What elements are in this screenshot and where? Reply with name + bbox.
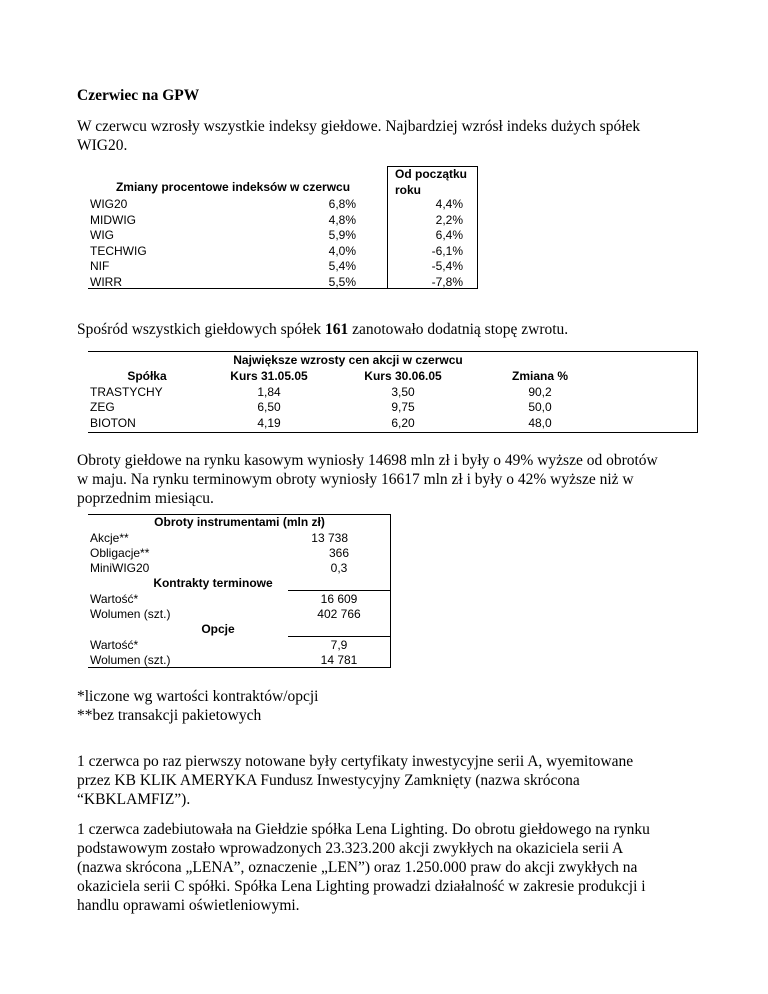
june-change: 4,0%	[328, 243, 356, 258]
gainer-price-end: 6,20	[391, 415, 415, 430]
turnover-table-title: Obroty instrumentami (mln zł)	[154, 515, 325, 529]
index-table-row: WIRR	[90, 274, 122, 289]
turnover-value: 366	[328, 546, 350, 560]
index-table-header-left: Zmiany procentowe indeksów w czerwcu	[115, 180, 351, 194]
page-title: Czerwiec na GPW	[77, 87, 200, 104]
gainer-price-end: 3,50	[391, 384, 415, 399]
june-change: 5,4%	[328, 259, 356, 273]
turnover-paragraph: Obroty giełdowe na rynku kasowym wyniosły 14698 mln zł i były o 49% wyższe od obrotów w maju. Na rynku terminowym obroty wyniosły 16617 mln zł i były o 42% wyższe niż w poprzednim miesiącu.	[77, 452, 658, 507]
gainer-price-start: 1,84	[257, 384, 281, 399]
section-options: Opcje	[201, 622, 235, 636]
turnover-label: Akcje**	[90, 531, 129, 545]
ytd-change: -7,8%	[431, 274, 463, 289]
ytd-change: 2,2%	[435, 212, 463, 227]
col-header-change: Zmiana %	[511, 369, 568, 383]
ytd-change: 6,4%	[435, 228, 463, 242]
turnover-value: 13 738	[311, 531, 348, 545]
footnotes	[77, 687, 318, 725]
gainer-change: 90,2	[528, 384, 552, 399]
positive-count: 161	[324, 321, 349, 338]
intro-line: WIG20.	[77, 137, 128, 154]
section-futures: Kontrakty terminowe	[153, 576, 273, 590]
gainer-company: ZEG	[90, 400, 115, 414]
turnover-label: MiniWIG20	[90, 561, 150, 575]
gainer-change: 48,0	[528, 415, 552, 430]
turnover-label: Wolumen (szt.)	[90, 607, 171, 621]
gainer-company: BIOTON	[90, 415, 136, 430]
gainers-table	[88, 351, 698, 433]
turnover-label: Wartość*	[90, 638, 139, 652]
index-table-row: MIDWIG	[90, 212, 136, 227]
intro-paragraph	[77, 117, 640, 155]
col-header-price-end: Kurs 30.06.05	[364, 369, 442, 383]
turnover-value: 402 766	[317, 607, 361, 621]
gainer-price-start: 4,19	[257, 415, 281, 430]
turnover-value: 16 609	[320, 592, 358, 606]
june-change: 6,8%	[328, 197, 356, 211]
turnover-value: 0,3	[330, 561, 348, 575]
june-change: 5,9%	[328, 228, 356, 242]
june-change: 5,5%	[328, 274, 356, 289]
index-table	[88, 166, 488, 289]
gainer-company: TRASTYCHY	[90, 384, 163, 399]
footnote: **bez transakcji pakietowych	[77, 707, 262, 724]
index-table-row: WIG	[90, 228, 114, 242]
index-table-header-right: Od początku roku	[395, 167, 468, 197]
index-table-row: WIG20	[90, 197, 128, 211]
gainer-price-start: 6,50	[257, 400, 281, 414]
certificates-paragraph: 1 czerwca po raz pierwszy notowane były certyfikaty inwestycyjne serii A, wyemitowane przez KB KLIK AMERYKA Fundusz Inwestycyjny Zamknięty (nazwa skrócona “KBKLAMFIZ”).	[77, 753, 634, 808]
turnover-value: 14 781	[320, 653, 358, 667]
turnover-label: Wolumen (szt.)	[90, 653, 171, 667]
turnover-label: Wartość*	[90, 592, 139, 606]
ytd-change: -5,4%	[431, 259, 463, 273]
index-table-row: NIF	[90, 259, 110, 273]
col-header-price-start: Kurs 31.05.05	[230, 369, 308, 383]
gainers-table-title: Największe wzrosty cen akcji w czerwcu	[233, 353, 463, 367]
col-header-company: Spółka	[127, 369, 167, 383]
turnover-value: 7,9	[330, 638, 348, 652]
ytd-change: -6,1%	[431, 243, 463, 258]
turnover-label: Obligacje**	[90, 546, 150, 560]
turnover-table	[88, 514, 393, 668]
june-change: 4,8%	[328, 212, 356, 227]
lena-paragraph: 1 czerwca zadebiutowała na Giełdzie spółka Lena Lighting. Do obrotu giełdowego na rynku podstawowym zostało wprowadzonych 23.323.200 akcji zwykłych na okaziciela serii A (nazwa skrócona „LENA”, oznaczenie „LEN”) oraz 1.250.000 praw do akcji zwykłych na okaziciela serii C spółki. Spółka Lena Lighting prowadzi działalność w zakresie produkcji i handlu oprawami oświetleniowymi.	[77, 821, 650, 914]
stocks-sentence: Spośród wszystkich giełdowych spółek 161 zanotowało dodatnią stopę zwrotu.	[77, 321, 569, 338]
gainer-change: 50,0	[528, 400, 552, 414]
gainer-price-end: 9,75	[391, 400, 415, 414]
ytd-change: 4,4%	[435, 197, 463, 211]
footnote: *liczone wg wartości kontraktów/opcji	[77, 688, 319, 705]
intro-line: W czerwcu wzrosły wszystkie indeksy giełdowe. Najbardziej wzrósł indeks dużych spółek	[77, 118, 641, 135]
index-table-row: TECHWIG	[90, 243, 147, 258]
